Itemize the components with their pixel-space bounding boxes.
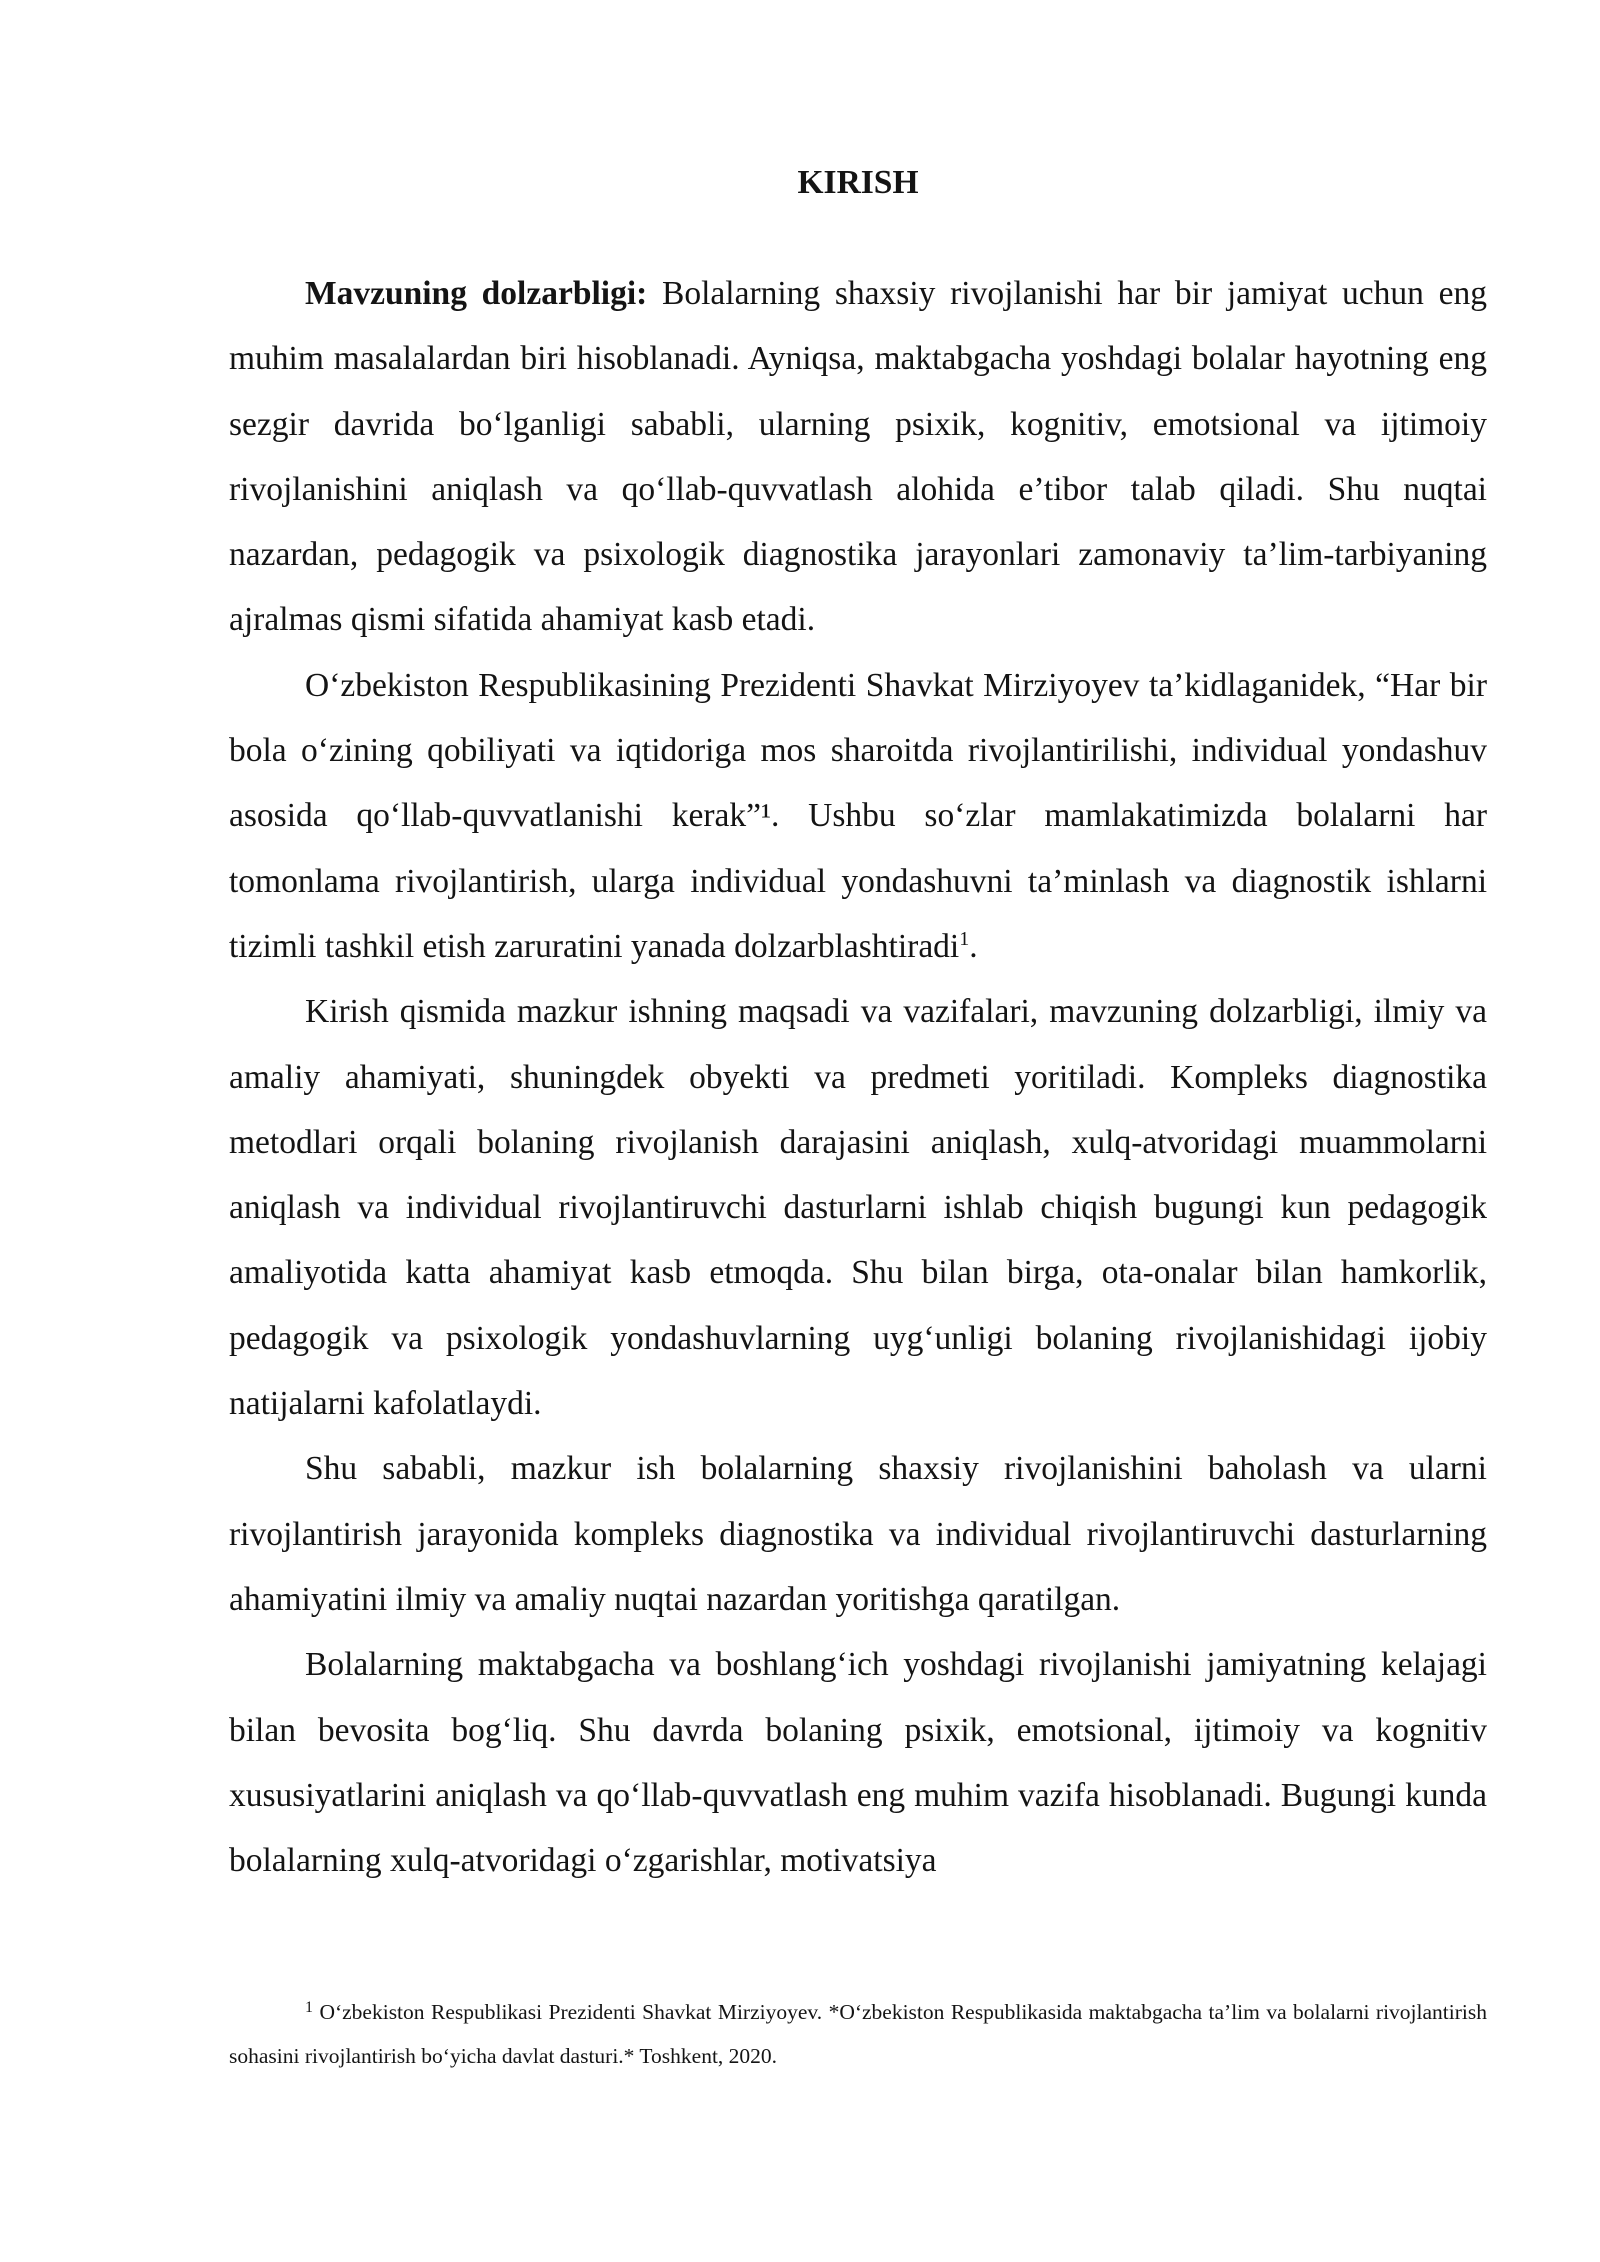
paragraph-lead: Mavzuning dolzarbligi: (305, 275, 648, 312)
paragraph-president-quote (229, 653, 1487, 979)
paragraph-text: Shu sababli, mazkur ish bolalarning shaxsiy rivojlanishini baholash va ularni rivojlantirish jarayonida kompleks diagnostika va individual rivojlantiruvchi dasturlarning ahamiyatini ilmiy va amaliy nuqtai nazardan yoritishga qaratilgan. (229, 1450, 1487, 1618)
footnote-number: 1 (305, 1999, 313, 2016)
page-body (229, 150, 1487, 1893)
footnote-item (229, 1990, 1487, 2078)
page-title: KIRISH (797, 164, 919, 201)
paragraph-text: Kirish qismida mazkur ishning maqsadi va vazifalari, mavzuning dolzarbligi, ilmiy va amaliy ahamiyati, shuningdek obyekti va predmeti yoritiladi. Kompleks diagnostika metodlari orqali bolaning rivojlanish darajasini aniqlash, xulq-atvoridagi muammolarni aniqlash va individual rivojlantiruvchi dasturlarni ishlab chiqish bugungi kun pedagogik amaliyotida katta ahamiyat kasb etmoqda. Shu bilan birga, ota-onalar bilan hamkorlik, pedagogik va psixologik yondashuvlarning uyg‘unligi bolaning rivojlanishidagi ijobiy natijalarni kafolatlaydi. (229, 993, 1487, 1423)
paragraph-work-purpose (229, 1436, 1487, 1632)
paragraph-text: Bolalarning shaxsiy rivojlanishi har bir jamiyat uchun eng muhim masalalardan biri hisoblanadi. Ayniqsa, maktabgacha yoshdagi bolalar hayotning eng sezgir davrida bo‘lganligi sababli, ularning psixik, kognitiv, emotsional va ijtimoiy rivojlanishini aniqlash va qo‘llab-quvvatlash alohida e’tibor talab qiladi. Shu nuqtai nazardan, pedagogik va psixologik diagnostika jarayonlari zamonaviy ta’lim-tarbiyaning ajralmas qismi sifatida ahamiyat kasb etadi. (229, 275, 1487, 639)
paragraph-text: Bolalarning maktabgacha va boshlang‘ich yoshdagi rivojlanishi jamiyatning kelajagi bilan bevosita bog‘liq. Shu davrda bolaning psixik, emotsional, ijtimoiy va kognitiv xususiyatlarini aniqlash va qo‘llab-quvvatlash eng muhim vazifa hisoblanadi. Bugungi kunda bolalarning xulq-atvoridagi o‘zgarishlar, motivatsiya (229, 1646, 1487, 1880)
footnote-reference[interactable]: 1 (959, 927, 970, 950)
paragraph-relevance (229, 261, 1487, 653)
paragraph-development-age (229, 1632, 1487, 1893)
paragraph-introduction-scope (229, 979, 1487, 1436)
paragraph-text-end: . (969, 927, 978, 965)
footnote-text: O‘zbekiston Respublikasi Prezidenti Shavkat Mirziyoyev. *O‘zbekiston Respublikasida maktabgacha ta’lim va bolalarni rivojlantirish sohasini rivojlantirish bo‘yicha davlat dasturi.* Toshkent, 2020. (229, 2000, 1487, 2068)
paragraph-text: O‘zbekiston Respublikasining Prezidenti Shavkat Mirziyoyev ta’kidlaganidek, “Har bir bola o‘zining qobiliyati va iqtidoriga mos sharoitda rivojlantirilishi, individual yondashuv asosida qo‘llab-quvvatlanishi kerak”¹. Ushbu so‘zlar mamlakatimizda bolalarni har tomonlama rivojlantirish, ularga individual yondashuvni ta’minlash va diagnostik ishlarni tizimli tashkil etish zaruratini yanada dolzarblashtiradi (229, 666, 1487, 965)
footnotes-section (229, 1990, 1487, 2078)
